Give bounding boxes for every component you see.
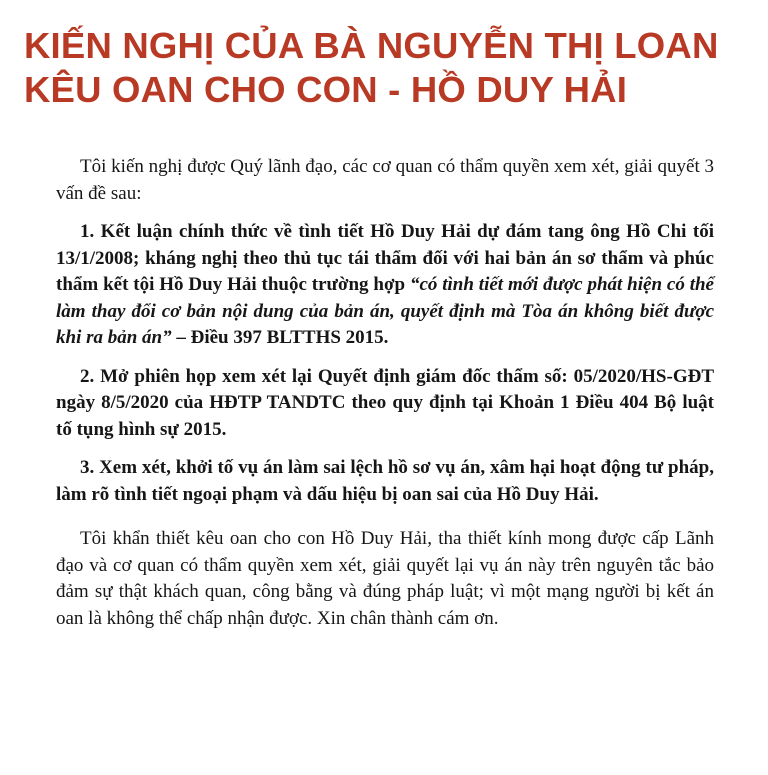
document-title [24, 24, 744, 112]
title-line-1: KIẾN NGHỊ CỦA BÀ NGUYỄN THỊ LOAN [24, 25, 719, 66]
request-item-1-reference: – Điều 397 BLTTHS 2015. [171, 327, 389, 348]
closing-paragraph: Tôi khẩn thiết kêu oan cho con Hồ Duy Hải, tha thiết kính mong được cấp Lãnh đạo và cơ quan có thẩm quyền xem xét, giải quyết lại vụ án này trên nguyên tắc bảo đảm sự thật khách quan, công bằng và đúng pháp luật; vì một mạng người bị kết án oan là không thể chấp nhận được. Xin chân thành cám ơn. [56, 528, 714, 629]
request-item-1-text: 1. Kết luận chính thức về tình tiết Hồ Duy Hải dự đám tang ông Hồ Chi tối 13/1/2008; kháng nghị theo thủ tục tái thẩm đối với hai bản án sơ thẩm và phúc thẩm kết tội Hồ Duy Hải thuộc trường hợp [56, 221, 714, 295]
request-item-1 [56, 219, 714, 352]
intro-paragraph: Tôi kiến nghị được Quý lãnh đạo, các cơ quan có thẩm quyền xem xét, giải quyết 3 vấn đề sau: [56, 156, 714, 204]
request-item-1-quote: “có tình tiết mới được phát hiện có thể làm thay đổi cơ bản nội dung của bản án, quyết định mà Tòa án không biết được khi ra bản án” [56, 274, 714, 348]
request-item-2: 2. Mở phiên họp xem xét lại Quyết định giám đốc thẩm số: 05/2020/HS-GĐT ngày 8/5/2020 của HĐTP TANDTC theo quy định tại Khoản 1 Điều 404 Bộ luật tố tụng hình sự 2015. [56, 365, 714, 440]
title-line-2: KÊU OAN CHO CON - HỒ DUY HẢI [24, 69, 628, 110]
document-body [24, 154, 744, 632]
request-item-3: 3. Xem xét, khởi tố vụ án làm sai lệch hồ sơ vụ án, xâm hại hoạt động tư pháp, làm rõ tình tiết ngoại phạm và dấu hiệu bị oan sai của Hồ Duy Hải. [56, 457, 714, 505]
